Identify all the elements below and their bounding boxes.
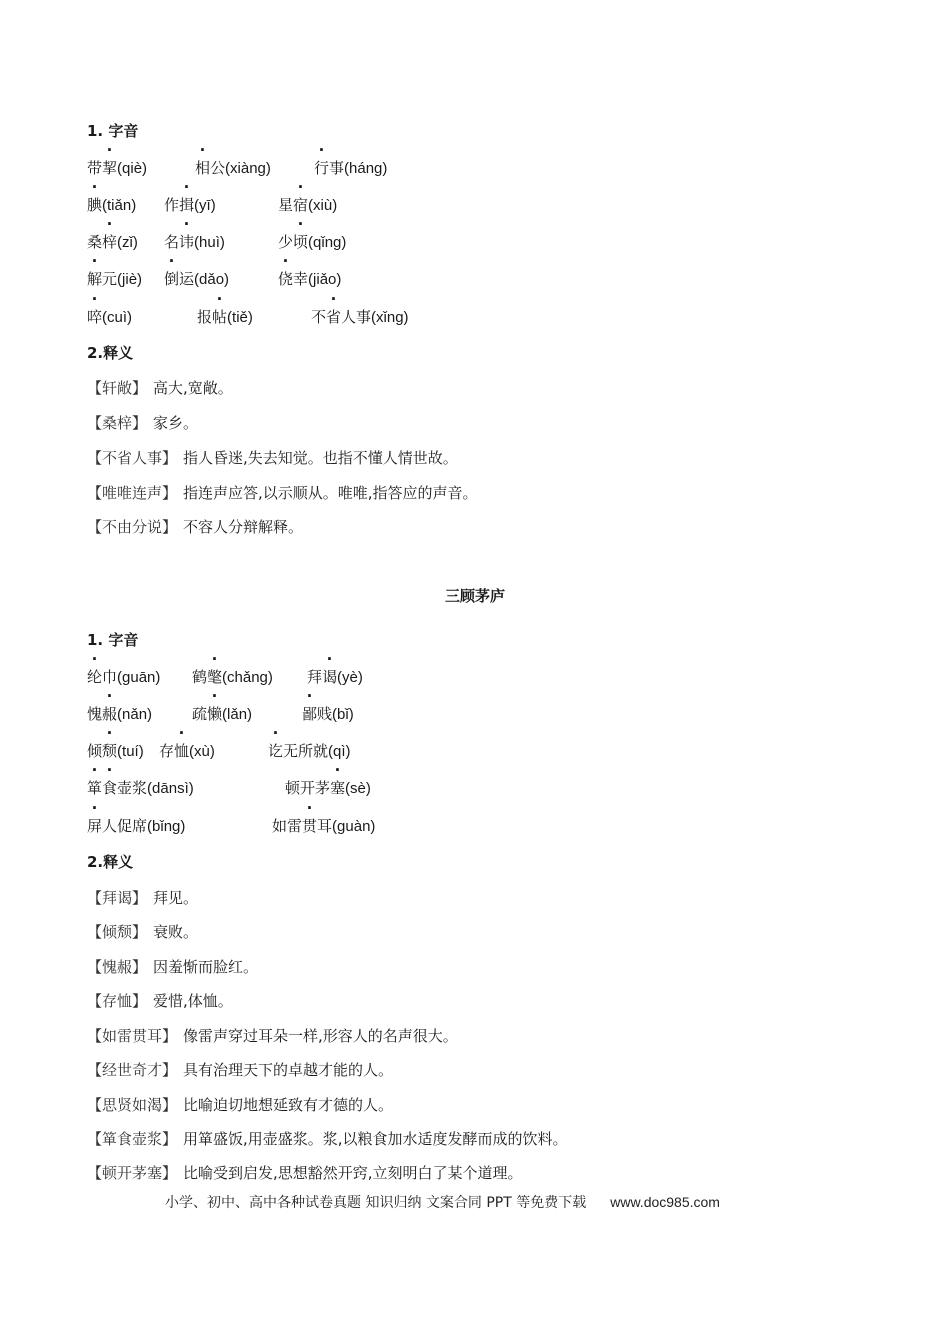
- word-text: 名: [164, 233, 180, 251]
- word-text: 报: [197, 308, 213, 326]
- definition-term: 【存恤】: [87, 992, 148, 1010]
- pron-item: [285, 777, 371, 798]
- emphasized-char: 帖: [212, 308, 228, 326]
- pron-item: [87, 777, 194, 798]
- page-footer: [165, 1192, 720, 1212]
- pinyin: (tuí): [117, 743, 144, 760]
- emphasized-char: 箪: [87, 779, 103, 797]
- pron-item: [272, 815, 375, 836]
- definition-meaning: 不容人分辩解释。: [183, 518, 304, 536]
- pinyin: (yè): [337, 669, 363, 686]
- definition-term: 【思贤如渴】: [87, 1096, 178, 1114]
- pron-item: [87, 231, 138, 252]
- pinyin: (dānsì): [147, 780, 194, 797]
- section1-definition: [87, 516, 303, 537]
- word-text: 不: [311, 308, 327, 326]
- pinyin: (qiè): [117, 160, 148, 177]
- emphasized-char: 挈: [102, 159, 118, 177]
- pinyin: (xù): [189, 743, 215, 760]
- pron-item: [87, 815, 185, 836]
- word-text: 鹤: [192, 668, 208, 686]
- pinyin: (nǎn): [117, 706, 153, 723]
- emphasized-char: 相: [195, 159, 211, 177]
- pron-item: [268, 740, 351, 761]
- definition-term: 【箪食壶浆】: [87, 1130, 178, 1148]
- pron-item: [195, 157, 271, 178]
- pron-item: [197, 306, 253, 327]
- pinyin: (tiě): [227, 309, 253, 326]
- pinyin: (xiàng): [225, 160, 271, 177]
- emphasized-char: 行: [314, 159, 330, 177]
- word-text: 愧: [87, 705, 103, 723]
- footer-site-link[interactable]: www.doc985.com: [610, 1194, 720, 1210]
- emphasized-char: 省: [326, 308, 342, 326]
- emphasized-char: 塞: [330, 779, 346, 797]
- word-text: 桑: [87, 233, 103, 251]
- definition-term: 【轩敞】: [87, 379, 148, 397]
- word-text: 拜: [307, 668, 323, 686]
- definition-term: 【如雷贯耳】: [87, 1027, 178, 1045]
- section2-definition: [87, 1059, 393, 1080]
- pinyin: (bǐ): [332, 706, 354, 723]
- emphasized-char: 顷: [293, 233, 309, 251]
- section2-definition: [87, 1094, 393, 1115]
- word-text: 贱: [317, 705, 333, 723]
- definition-meaning: 高大,宽敞。: [153, 379, 233, 397]
- definition-meaning: 爱惜,体恤。: [153, 992, 233, 1010]
- pinyin: (sè): [345, 780, 371, 797]
- pinyin: (chǎng): [222, 669, 273, 686]
- pron-item: [87, 666, 160, 687]
- section2-pron-heading: 1. 字音: [87, 631, 139, 649]
- pinyin: (guān): [117, 669, 161, 686]
- word-text: 顿开茅: [285, 779, 331, 797]
- pinyin: (qǐng): [308, 234, 347, 251]
- pron-item: [159, 740, 215, 761]
- definition-term: 【唯唯连声】: [87, 484, 178, 502]
- definition-meaning: 比喻受到启发,思想豁然开窍,立刻明白了某个道理。: [183, 1164, 523, 1182]
- definition-term: 【倾颓】: [87, 923, 148, 941]
- pinyin: (lǎn): [222, 706, 253, 723]
- emphasized-char: 赧: [102, 705, 118, 723]
- pron-item: [87, 703, 152, 724]
- definition-term: 【拜谒】: [87, 889, 148, 907]
- definition-meaning: 家乡。: [153, 414, 199, 432]
- emphasized-char: 倒: [164, 270, 180, 288]
- emphasized-char: 啐: [87, 308, 103, 326]
- section2-title: 三顾茅庐: [444, 587, 505, 605]
- definition-term: 【桑梓】: [87, 414, 148, 432]
- definition-meaning: 用箪盛饭,用壶盛浆。浆,以粮食加水适度发酵而成的饮料。: [183, 1130, 568, 1148]
- pron-item: [87, 740, 144, 761]
- section1-pron-heading: 1. 字音: [87, 122, 139, 140]
- definition-meaning: 指连声应答,以示顺从。唯唯,指答应的声音。: [183, 484, 478, 502]
- emphasized-char: 屏: [87, 817, 103, 835]
- word-text: 巾: [102, 668, 118, 686]
- emphasized-char: 侥: [278, 270, 294, 288]
- section2-definition: [87, 921, 198, 942]
- word-text: 人促席: [102, 817, 148, 835]
- word-text: 少: [278, 233, 294, 251]
- word-text: 作: [164, 196, 180, 214]
- pinyin: (yī): [194, 197, 216, 214]
- pinyin: (xǐng): [371, 309, 409, 326]
- word-text: 带: [87, 159, 103, 177]
- word-text: 存: [159, 742, 175, 760]
- word-text: 耳: [317, 817, 333, 835]
- word-text: 无所就: [283, 742, 329, 760]
- emphasized-char: 讳: [179, 233, 195, 251]
- word-text: 事: [329, 159, 345, 177]
- word-text: 星: [278, 196, 294, 214]
- pron-item: [87, 157, 147, 178]
- pron-item: [302, 703, 354, 724]
- definition-meaning: 因羞惭而脸红。: [153, 958, 259, 976]
- emphasized-char: 解: [87, 270, 103, 288]
- emphasized-char: 懒: [207, 705, 223, 723]
- section1-definition: [87, 377, 233, 398]
- footer-text: 小学、初中、高中各种试卷真题 知识归纳 文案合同 PPT 等免费下载: [165, 1195, 587, 1211]
- section2-definition: [87, 1162, 523, 1183]
- pron-item: [87, 268, 142, 289]
- emphasized-char: 揖: [179, 196, 195, 214]
- definition-term: 【愧赧】: [87, 958, 148, 976]
- pron-item: [87, 194, 136, 215]
- definition-meaning: 像雷声穿过耳朵一样,形容人的名声很大。: [183, 1027, 458, 1045]
- section2-def-heading: 2.释义: [87, 853, 134, 871]
- emphasized-char: 颓: [102, 742, 118, 760]
- definition-term: 【不省人事】: [87, 449, 178, 467]
- pron-item: [278, 268, 341, 289]
- emphasized-char: 食: [102, 779, 118, 797]
- emphasized-char: 宿: [293, 196, 309, 214]
- section2-definition: [87, 1025, 458, 1046]
- word-text: 如雷: [272, 817, 303, 835]
- section1-definition: [87, 482, 478, 503]
- definition-meaning: 衰败。: [153, 923, 199, 941]
- pron-item: [192, 666, 273, 687]
- word-text: 人事: [341, 308, 372, 326]
- pron-item: [311, 306, 409, 327]
- pinyin: (zǐ): [117, 234, 138, 251]
- emphasized-char: 贯: [302, 817, 318, 835]
- pinyin: (háng): [344, 160, 388, 177]
- pinyin: (qì): [328, 743, 351, 760]
- pinyin: (xiù): [308, 197, 338, 214]
- definition-meaning: 比喻迫切地想延致有才德的人。: [183, 1096, 394, 1114]
- word-text: 倾: [87, 742, 103, 760]
- pron-item: [87, 306, 132, 327]
- word-text: 公: [210, 159, 226, 177]
- word-text: 壶浆: [117, 779, 148, 797]
- section2-definition: [87, 956, 258, 977]
- pron-item: [278, 231, 346, 252]
- emphasized-char: 鄙: [302, 705, 318, 723]
- word-text: 幸: [293, 270, 309, 288]
- pinyin: (bǐng): [147, 818, 186, 835]
- emphasized-char: 谒: [322, 668, 338, 686]
- pron-item: [192, 703, 252, 724]
- pron-item: [164, 231, 225, 252]
- pinyin: (jiè): [117, 271, 143, 288]
- pinyin: (jiǎo): [308, 271, 342, 288]
- section1-definition: [87, 412, 198, 433]
- emphasized-char: 讫: [268, 742, 284, 760]
- pron-item: [307, 666, 363, 687]
- definition-meaning: 具有治理天下的卓越才能的人。: [183, 1061, 394, 1079]
- section2-definition: [87, 1128, 568, 1149]
- pinyin: (cuì): [102, 309, 133, 326]
- section2-definition: [87, 887, 198, 908]
- definition-term: 【顿开茅塞】: [87, 1164, 178, 1182]
- emphasized-char: 纶: [87, 668, 103, 686]
- definition-meaning: 拜见。: [153, 889, 199, 907]
- emphasized-char: 氅: [207, 668, 223, 686]
- definition-term: 【经世奇才】: [87, 1061, 178, 1079]
- emphasized-char: 恤: [174, 742, 190, 760]
- pron-item: [278, 194, 337, 215]
- pinyin: (tiǎn): [102, 197, 137, 214]
- definition-term: 【不由分说】: [87, 518, 178, 536]
- pinyin: (guàn): [332, 818, 376, 835]
- section2-definition: [87, 990, 233, 1011]
- pinyin: (huì): [194, 234, 225, 251]
- definition-meaning: 指人昏迷,失去知觉。也指不懂人情世故。: [183, 449, 458, 467]
- pron-item: [164, 194, 216, 215]
- word-text: 运: [179, 270, 195, 288]
- section1-definition: [87, 447, 458, 468]
- pron-item: [164, 268, 229, 289]
- pron-item: [314, 157, 387, 178]
- word-text: 疏: [192, 705, 208, 723]
- pinyin: (dǎo): [194, 271, 230, 288]
- word-text: 元: [102, 270, 118, 288]
- section1-def-heading: 2.释义: [87, 344, 134, 362]
- emphasized-char: 腆: [87, 196, 103, 214]
- emphasized-char: 梓: [102, 233, 118, 251]
